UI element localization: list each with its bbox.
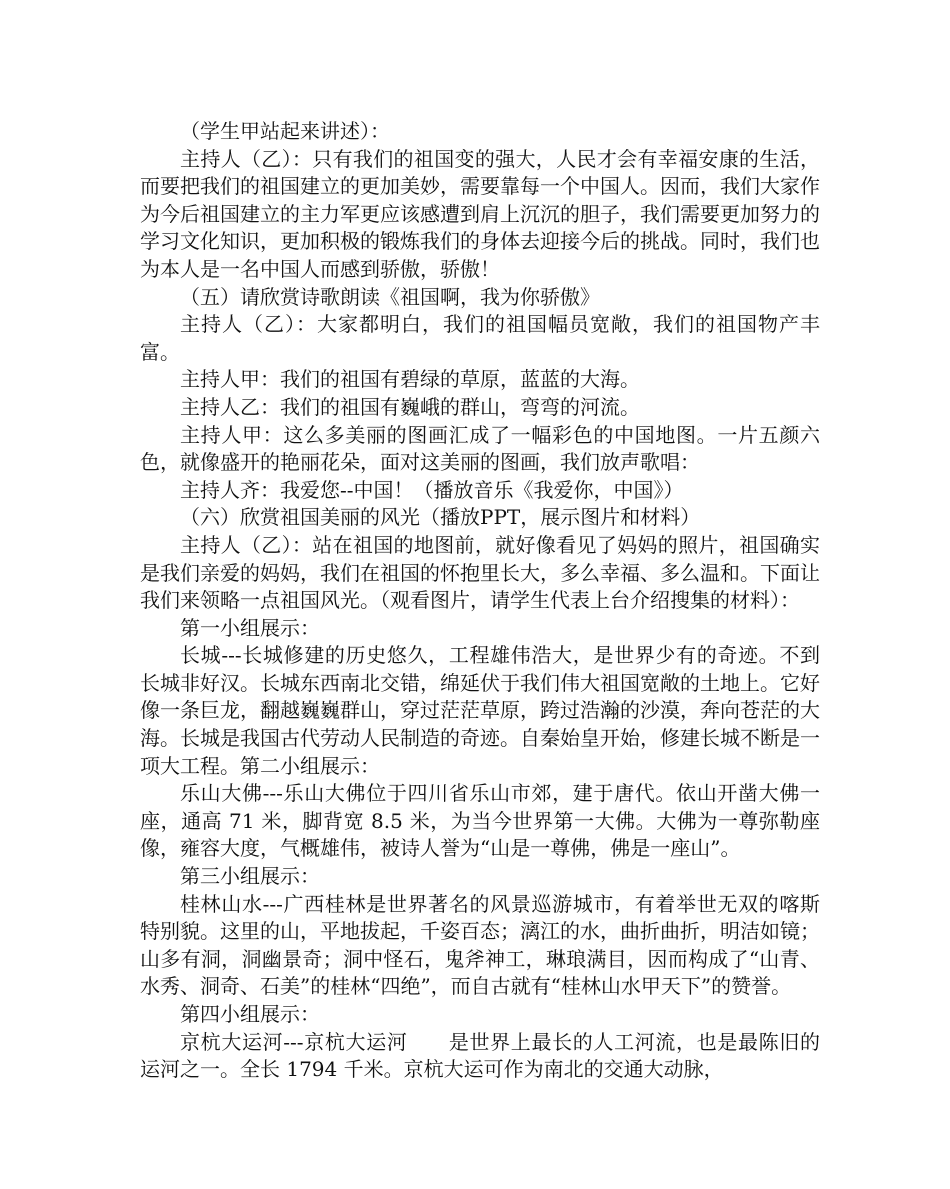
paragraph-host-b-map-photo: 主持人（乙）：站在祖国的地图前，就好像看见了妈妈的照片，祖国确实是我们亲爱的妈妈，我们在祖国的怀抱里长大，多么幸福、多么温和。下面让我们来领略一点祖国风光。（观看图片，请学生代表上台介绍搜集的材料）： [140,532,820,613]
paragraph-hosts-together: 主持人齐：我爱您--中国！（播放音乐《我爱你，中国》） [180,477,684,502]
paragraph-grand-canal: 京杭大运河---京杭大运河 是世界上最长的人工河流，也是最陈旧的运河之一。全长 1794 千米。京杭大运可作为南北的交通大动脉， [140,1029,820,1082]
paragraph-guilin: 桂林山水---广西桂林是世界著名的风景巡游城市，有着举世无双的喀斯特别貌。这里的山，平地拔起，千姿百态；漓江的水，曲折曲折，明洁如镜；山多有洞，洞幽景奇；洞中怪石，鬼斧神工，琳琅满目，因而构成了“山青、水秀、洞奇、石美”的桂林“四绝”，而自古就有“桂林山水甲天下”的赞誉。 [140,891,820,999]
paragraph-group-one-heading: 第一小组展示： [180,615,320,640]
paragraph-section-six: （六）欣赏祖国美丽的风光（播放PPT，展示图片和材料） [180,505,701,530]
paragraph-host-a-map: 主持人甲：这么多美丽的图画汇成了一幅彩色的中国地图。一片五颜六色，就像盛开的艳丽花朵，面对这美丽的图画，我们放声歌唱： [140,422,820,475]
paragraph-leshan-buddha: 乐山大佛---乐山大佛位于四川省乐山市郊，建于唐代。依山开凿大佛一座，通高 71 米，脚背宽 8.5 米，为当今世界第一大佛。大佛为一尊弥勒座像，雍容大度，气概雄伟，被诗人誉为“山是一尊佛，佛是一座山”。 [140,781,820,861]
paragraph-student-narration: （学生甲站起来讲述）： [180,119,390,143]
paragraph-group-three-heading: 第三小组展示： [180,864,320,889]
paragraph-host-b-vast-land: 主持人（乙）：大家都明白，我们的祖国幅员宽敞，我们的祖国物产丰富。 [140,312,820,364]
paragraph-host-b-strong-country: 主持人（乙）：只有我们的祖国变的强大，人民才会有幸福安康的生活，而要把我们的祖国建立的更加美妙，需要靠每一个中国人。因而，我们大家作为今后祖国建立的主力军更应该感遭到肩上沉沉的胆子，我们需要更加努力的学习文化知识，更加积极的锻炼我们的身体去迎接今后的挑战。同时，我们也为本人是一名中国人而感到骄傲，骄傲！ [140,146,820,281]
paragraph-host-b-mountains: 主持人乙：我们的祖国有巍峨的群山，弯弯的河流。 [180,394,640,419]
document-body [140,118,820,1084]
paragraph-section-five: （五）请欣赏诗歌朗读《祖国啊，我为你骄傲》 [180,284,600,309]
paragraph-group-four-heading: 第四小组展示： [180,1002,320,1026]
paragraph-host-a-grassland: 主持人甲：我们的祖国有碧绿的草原，蓝蓝的大海。 [180,367,640,392]
paragraph-great-wall: 长城---长城修建的历史悠久，工程雄伟浩大，是世界少有的奇迹。不到长城非好汉。长城东西南北交错，绵延伏于我们伟大祖国宽敞的土地上。它好像一条巨龙，翻越巍巍群山，穿过茫茫草原，跨过浩瀚的沙漠，奔向苍茫的大海。长城是我国古代劳动人民制造的奇迹。自秦始皇开始，修建长城不断是一项大工程。第二小组展示： [140,643,820,778]
